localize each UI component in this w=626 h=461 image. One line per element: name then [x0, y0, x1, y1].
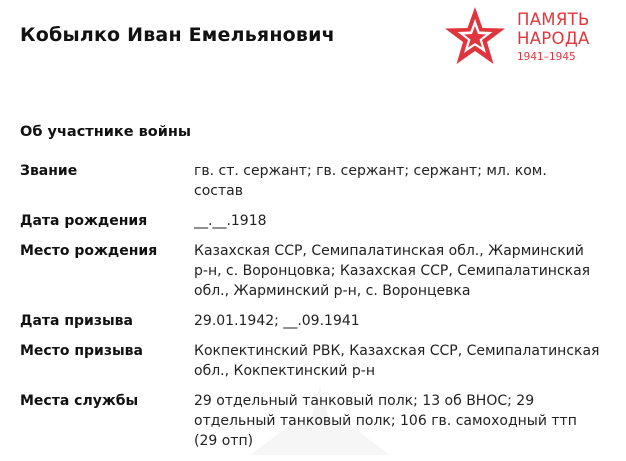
birth-place-label: Место рождения [20, 243, 158, 259]
conscription-place-value: Кокпектинский РВК, Казахская ССР, Семипалатинская обл., Кокпектинский р-н [194, 343, 600, 379]
logo-line1: ПАМЯТЬ [517, 10, 590, 29]
logo-line2: НАРОДА [517, 29, 590, 48]
info-list [20, 161, 610, 461]
rank-label: Звание [20, 163, 78, 179]
info-row-service-places [20, 391, 610, 451]
section-title: Об участнике войны [20, 124, 192, 140]
info-row-rank [20, 161, 610, 201]
conscription-place-label: Место призыва [20, 343, 143, 359]
birth-date-label: Дата рождения [20, 213, 148, 229]
logo-text [517, 10, 590, 65]
birth-date-value: __.__.1918 [194, 213, 267, 229]
conscription-date-value: 29.01.1942; __.09.1941 [194, 313, 360, 329]
info-row-birth-place [20, 241, 610, 301]
info-row-birth-date [20, 211, 610, 231]
red-star-icon [444, 6, 506, 66]
pamyat-naroda-logo[interactable] [444, 6, 614, 66]
logo-years: 1941–1945 [517, 51, 576, 63]
person-name: Кобылко Иван Емельянович [20, 24, 335, 46]
birth-place-value: Казахская ССР, Семипалатинская обл., Жарминский р-н, с. Воронцовка; Казахская ССР, Семипалатинская обл., Жарминский р-н, с. Воронцевка [194, 243, 591, 299]
service-places-label: Места службы [20, 393, 139, 409]
service-places-value: 29 отдельный танковый полк; 13 об ВНОС; 29 отдельный танковый полк; 106 гв. самоходный ттп (29 отп) [194, 393, 577, 449]
conscription-date-label: Дата призыва [20, 313, 133, 329]
info-row-conscription-place [20, 341, 610, 381]
info-row-conscription-date [20, 311, 610, 331]
rank-value: гв. ст. сержант; гв. сержант; сержант; мл. ком. состав [194, 163, 547, 199]
